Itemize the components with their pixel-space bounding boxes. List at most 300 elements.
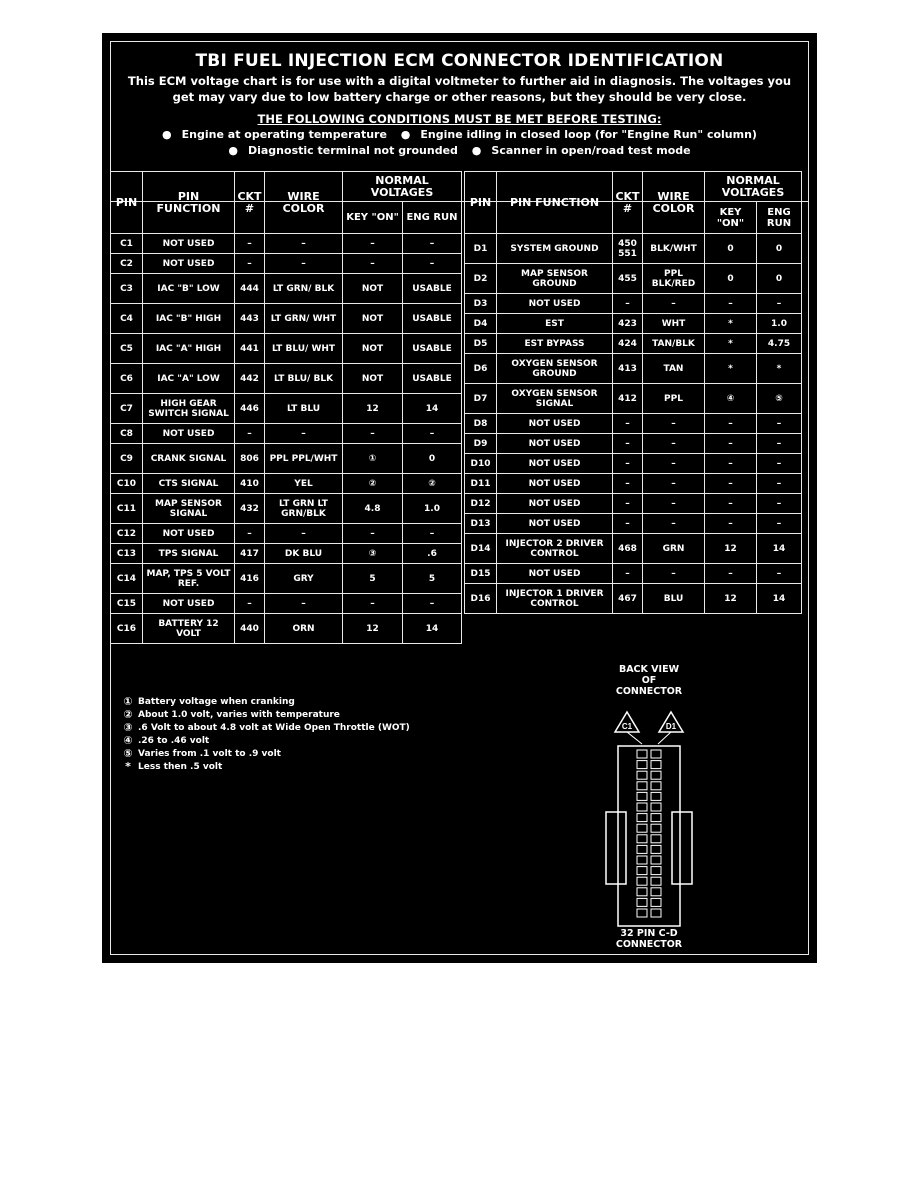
pin-cell: D8 (465, 414, 497, 434)
table-row (465, 354, 802, 384)
pin-cavity (651, 835, 661, 843)
ckt-cell: 440 (235, 614, 265, 644)
ckt-cell: 446 (235, 394, 265, 424)
ckt-cell: 424 (613, 334, 643, 354)
wire-color-cell: GRN (643, 534, 705, 564)
eng-run-cell: – (757, 474, 802, 494)
table-row (465, 564, 802, 584)
footnote-symbol: ⑤ (123, 747, 133, 760)
ckt-cell: – (613, 494, 643, 514)
wire-color-cell: – (265, 524, 343, 544)
table-row (111, 444, 462, 474)
ckt-cell: – (613, 414, 643, 434)
wire-color-cell: PPL BLK/RED (643, 264, 705, 294)
key-on-cell: NOT (343, 364, 403, 394)
pin-cavity (637, 782, 647, 790)
ckt-cell: – (613, 564, 643, 584)
wire-color-cell: ORN (265, 614, 343, 644)
conditions-heading: THE FOLLOWING CONDITIONS MUST BE MET BEFORE TESTING: (257, 112, 662, 126)
col-header-key-on: KEY "ON" (343, 202, 403, 234)
connector-title-line: CONNECTOR (615, 686, 683, 697)
wire-color-cell: – (643, 414, 705, 434)
table-row (111, 254, 462, 274)
col-header-eng-run: ENG RUN (757, 202, 802, 234)
eng-run-cell: USABLE (403, 304, 462, 334)
pin-cell: D11 (465, 474, 497, 494)
pin-cell: D15 (465, 564, 497, 584)
ckt-cell: – (235, 424, 265, 444)
footnote (118, 734, 448, 747)
eng-run-cell: 1.0 (403, 494, 462, 524)
pin-cavity (637, 877, 647, 885)
key-on-cell: – (705, 434, 757, 454)
right-latch (672, 812, 692, 884)
footnote (118, 721, 448, 734)
key-on-cell: ① (343, 444, 403, 474)
function-cell: NOT USED (497, 474, 613, 494)
function-cell: CRANK SIGNAL (143, 444, 235, 474)
wire-color-cell: GRY (265, 564, 343, 594)
ckt-cell: – (613, 294, 643, 314)
wire-color-cell: LT GRN/ BLK (265, 274, 343, 304)
wire-color-cell: PPL (643, 384, 705, 414)
pin-cell: C3 (111, 274, 143, 304)
pin-cell: D13 (465, 514, 497, 534)
wire-color-cell: PPL PPL/WHT (265, 444, 343, 474)
pin-cavity (637, 824, 647, 832)
ckt-cell: 416 (235, 564, 265, 594)
key-on-cell: – (343, 594, 403, 614)
pin-cell: C4 (111, 304, 143, 334)
ckt-cell: – (235, 234, 265, 254)
wire-color-cell: BLU (643, 584, 705, 614)
table-row (465, 294, 802, 314)
bullet-icon: ● (228, 144, 238, 157)
pin-cavity (651, 867, 661, 875)
eng-run-cell: .6 (403, 544, 462, 564)
key-on-cell: * (705, 314, 757, 334)
pin-cell: D5 (465, 334, 497, 354)
chart-title: TBI FUEL INJECTION ECM CONNECTOR IDENTIFICATION (195, 51, 724, 71)
function-cell: OXYGEN SENSOR SIGNAL (497, 384, 613, 414)
col-header-pin: PIN (465, 172, 497, 234)
ckt-cell: 412 (613, 384, 643, 414)
wire-color-cell: – (643, 474, 705, 494)
pin-cell: C2 (111, 254, 143, 274)
wire-color-cell: – (265, 254, 343, 274)
pin-cell: D4 (465, 314, 497, 334)
function-cell: MAP, TPS 5 VOLT REF. (143, 564, 235, 594)
pin-cell: D9 (465, 434, 497, 454)
pin-cell: D3 (465, 294, 497, 314)
footnote (118, 747, 448, 760)
key-on-cell: – (343, 424, 403, 444)
c1-leader-line (627, 732, 642, 744)
function-cell: INJECTOR 2 DRIVER CONTROL (497, 534, 613, 564)
ckt-cell: – (613, 474, 643, 494)
pin-cell: C7 (111, 394, 143, 424)
footnote-text: Less then .5 volt (138, 761, 223, 772)
eng-run-cell: 1.0 (757, 314, 802, 334)
table-row (465, 264, 802, 294)
ckt-cell: – (235, 254, 265, 274)
ckt-cell: 432 (235, 494, 265, 524)
intro-line-1: This ECM voltage chart is for use with a digital voltmeter to further aid in diagnosis. The voltages you (127, 74, 792, 88)
function-cell: BATTERY 12 VOLT (143, 614, 235, 644)
wire-color-cell: LT BLU/ WHT (265, 334, 343, 364)
c1-label: C1 (621, 722, 633, 731)
ckt-cell: 441 (235, 334, 265, 364)
table-row (111, 594, 462, 614)
conditions-line-2 (110, 144, 809, 157)
wire-color-cell: BLK/WHT (643, 234, 705, 264)
table-row (465, 514, 802, 534)
key-on-cell: ③ (343, 544, 403, 564)
pin-cavity (651, 792, 661, 800)
key-on-cell: 12 (705, 534, 757, 564)
table-row (111, 474, 462, 494)
function-cell: HIGH GEAR SWITCH SIGNAL (143, 394, 235, 424)
bullet-icon: ● (471, 144, 482, 157)
col-header-eng-run: ENG RUN (403, 202, 462, 234)
table-row (465, 334, 802, 354)
pin-cell: C9 (111, 444, 143, 474)
footnote-symbol: ③ (123, 721, 133, 734)
table-row (111, 334, 462, 364)
pin-cavity (651, 888, 661, 896)
wire-color-cell: – (643, 434, 705, 454)
eng-run-cell: – (757, 434, 802, 454)
pin-cavity (651, 856, 661, 864)
pin-cavity (651, 898, 661, 906)
key-on-cell: 12 (705, 584, 757, 614)
pin-cell: C10 (111, 474, 143, 494)
footnote-symbol: ④ (123, 734, 133, 747)
col-header-ckt: CKT # (235, 172, 265, 234)
eng-run-cell: 0 (757, 264, 802, 294)
intro-line-2: get may vary due to low battery charge or other reasons, but they should be very close. (172, 90, 747, 104)
bullet-icon: ● (162, 128, 172, 141)
ckt-cell: 467 (613, 584, 643, 614)
ckt-cell: 806 (235, 444, 265, 474)
key-on-cell: 4.8 (343, 494, 403, 524)
ckt-cell: 423 (613, 314, 643, 334)
pin-cavity (637, 761, 647, 769)
eng-run-cell: – (757, 494, 802, 514)
wire-color-cell: – (643, 564, 705, 584)
pin-cavity (651, 909, 661, 917)
col-header-wire-color: WIRE COLOR (265, 172, 343, 234)
pin-cavity (651, 761, 661, 769)
footnote-text: About 1.0 volt, varies with temperature (138, 709, 340, 720)
key-on-cell: – (705, 294, 757, 314)
pin-cavity (637, 909, 647, 917)
pin-cavity (637, 888, 647, 896)
table-row (111, 234, 462, 254)
footnote-symbol: ② (123, 708, 133, 721)
function-cell: IAC "B" HIGH (143, 304, 235, 334)
wire-color-cell: LT GRN/ WHT (265, 304, 343, 334)
wire-color-cell: – (643, 514, 705, 534)
ckt-cell: 455 (613, 264, 643, 294)
eng-run-cell: 14 (403, 394, 462, 424)
eng-run-cell: USABLE (403, 274, 462, 304)
table-row (465, 234, 802, 264)
function-cell: MAP SENSOR SIGNAL (143, 494, 235, 524)
eng-run-cell: – (403, 424, 462, 444)
condition-item: Diagnostic terminal not grounded (247, 144, 458, 157)
ckt-cell: 442 (235, 364, 265, 394)
wire-color-cell: – (265, 594, 343, 614)
function-cell: TPS SIGNAL (143, 544, 235, 564)
wire-color-cell: TAN/BLK (643, 334, 705, 354)
table-row (111, 614, 462, 644)
footnote-text: .6 Volt to about 4.8 volt at Wide Open Throttle (WOT) (138, 722, 410, 733)
key-on-cell: ④ (705, 384, 757, 414)
table-row (465, 534, 802, 564)
eng-run-cell: – (757, 514, 802, 534)
footnote-text: Battery voltage when cranking (138, 696, 295, 707)
function-cell: EST (497, 314, 613, 334)
connector-title (574, 664, 724, 697)
table-row (111, 524, 462, 544)
key-on-cell: 12 (343, 614, 403, 644)
pin-cavity (637, 898, 647, 906)
function-cell: IAC "A" LOW (143, 364, 235, 394)
footnote-symbol: ① (123, 695, 133, 708)
wire-color-cell: – (643, 494, 705, 514)
eng-run-cell: * (757, 354, 802, 384)
table-row (111, 494, 462, 524)
pin-cell: C5 (111, 334, 143, 364)
table-row (111, 424, 462, 444)
table-row (111, 394, 462, 424)
ckt-cell: 413 (613, 354, 643, 384)
pin-cell: D16 (465, 584, 497, 614)
pin-cavity (637, 856, 647, 864)
col-header-key-on: KEY "ON" (705, 202, 757, 234)
ckt-cell: – (613, 434, 643, 454)
table-row (465, 454, 802, 474)
function-cell: NOT USED (143, 594, 235, 614)
condition-item: Engine idling in closed loop (for "Engine Run" column) (420, 128, 757, 141)
function-cell: INJECTOR 1 DRIVER CONTROL (497, 584, 613, 614)
col-header-normal-voltages: NORMAL VOLTAGES (343, 172, 462, 202)
pin-cell: C12 (111, 524, 143, 544)
key-on-cell: – (705, 564, 757, 584)
footnote-text: Varies from .1 volt to .9 volt (138, 748, 281, 759)
ckt-cell: 443 (235, 304, 265, 334)
key-on-cell: 0 (705, 234, 757, 264)
pin-cell: D12 (465, 494, 497, 514)
pin-cavity (651, 771, 661, 779)
table-row (111, 364, 462, 394)
pin-cell: C13 (111, 544, 143, 564)
table-row (465, 314, 802, 334)
footnote-text: .26 to .46 volt (138, 735, 210, 746)
pin-cavity (637, 750, 647, 758)
eng-run-cell: – (403, 254, 462, 274)
pin-cavity (651, 877, 661, 885)
eng-run-cell: 0 (757, 234, 802, 264)
intro-text (120, 73, 799, 105)
connector-caption (574, 928, 724, 950)
key-on-cell: – (705, 414, 757, 434)
condition-item: Engine at operating temperature (181, 128, 387, 141)
table-row (465, 414, 802, 434)
ckt-cell: 450 551 (613, 234, 643, 264)
function-cell: MAP SENSOR GROUND (497, 264, 613, 294)
eng-run-cell: 14 (757, 534, 802, 564)
function-cell: NOT USED (497, 294, 613, 314)
wire-color-cell: LT GRN LT GRN/BLK (265, 494, 343, 524)
key-on-cell: ② (343, 474, 403, 494)
footnote (118, 760, 448, 773)
eng-run-cell: – (757, 294, 802, 314)
d1-leader-line (658, 732, 671, 744)
ckt-cell: 410 (235, 474, 265, 494)
function-cell: NOT USED (143, 254, 235, 274)
col-header-pin-function: PIN FUNCTION (143, 172, 235, 234)
col-header-wire-color: WIRE COLOR (643, 172, 705, 234)
key-on-cell: – (343, 234, 403, 254)
function-cell: NOT USED (497, 494, 613, 514)
wire-color-cell: – (265, 234, 343, 254)
function-cell: NOT USED (497, 514, 613, 534)
key-on-cell: – (705, 514, 757, 534)
connector-caption-line: 32 PIN C-D (620, 928, 678, 939)
ecm-connector-chart (102, 33, 817, 963)
pin-cell: D1 (465, 234, 497, 264)
eng-run-cell: – (757, 564, 802, 584)
function-cell: NOT USED (143, 424, 235, 444)
wire-color-cell: WHT (643, 314, 705, 334)
pin-cavity (637, 803, 647, 811)
col-header-normal-voltages: NORMAL VOLTAGES (705, 172, 802, 202)
pin-cavity (651, 750, 661, 758)
key-on-cell: – (705, 494, 757, 514)
eng-run-cell: ⑤ (757, 384, 802, 414)
ckt-cell: 444 (235, 274, 265, 304)
pin-cell: D7 (465, 384, 497, 414)
pin-cavity (637, 867, 647, 875)
bullet-icon: ● (400, 128, 411, 141)
conditions-line-1 (110, 128, 809, 141)
eng-run-cell: USABLE (403, 334, 462, 364)
eng-run-cell: 4.75 (757, 334, 802, 354)
eng-run-cell: – (403, 234, 462, 254)
col-header-ckt: CKT # (613, 172, 643, 234)
pin-cell: C11 (111, 494, 143, 524)
connector-body (618, 746, 680, 926)
eng-run-cell: USABLE (403, 364, 462, 394)
pin-cell: C14 (111, 564, 143, 594)
function-cell: NOT USED (497, 454, 613, 474)
function-cell: NOT USED (143, 234, 235, 254)
table-row (465, 434, 802, 454)
connector-title-line: BACK VIEW (618, 664, 680, 675)
pin-cavity (637, 814, 647, 822)
eng-run-cell: 14 (757, 584, 802, 614)
key-on-cell: – (343, 254, 403, 274)
c-connector-table (110, 171, 462, 644)
pin-cell: D14 (465, 534, 497, 564)
pin-cell: C15 (111, 594, 143, 614)
pin-cell: D2 (465, 264, 497, 294)
pin-cavity (637, 771, 647, 779)
table-row (111, 544, 462, 564)
d-connector-table (464, 171, 802, 614)
function-cell: IAC "A" HIGH (143, 334, 235, 364)
function-cell: IAC "B" LOW (143, 274, 235, 304)
ckt-cell: 468 (613, 534, 643, 564)
table-row (465, 384, 802, 414)
function-cell: NOT USED (497, 564, 613, 584)
ckt-cell: – (613, 514, 643, 534)
key-on-cell: – (705, 454, 757, 474)
wire-color-cell: – (643, 454, 705, 474)
function-cell: CTS SIGNAL (143, 474, 235, 494)
function-cell: OXYGEN SENSOR GROUND (497, 354, 613, 384)
table-row (465, 584, 802, 614)
d1-label: D1 (665, 722, 677, 731)
eng-run-cell: – (403, 594, 462, 614)
eng-run-cell: – (403, 524, 462, 544)
pin-cavity (651, 814, 661, 822)
wire-color-cell: LT BLU/ BLK (265, 364, 343, 394)
table-row (111, 564, 462, 594)
pin-cavity (637, 845, 647, 853)
key-on-cell: NOT (343, 334, 403, 364)
pin-cavity (637, 835, 647, 843)
eng-run-cell: – (757, 454, 802, 474)
connector-diagram (594, 660, 704, 960)
key-on-cell: 0 (705, 264, 757, 294)
footnote (118, 695, 448, 708)
wire-color-cell: – (265, 424, 343, 444)
function-cell: NOT USED (143, 524, 235, 544)
table-row (465, 494, 802, 514)
key-on-cell: – (343, 524, 403, 544)
condition-item: Scanner in open/road test mode (491, 144, 691, 157)
function-cell: SYSTEM GROUND (497, 234, 613, 264)
table-row (465, 474, 802, 494)
footnote (118, 708, 448, 721)
wire-color-cell: – (643, 294, 705, 314)
connector-drawing (594, 710, 704, 930)
key-on-cell: NOT (343, 274, 403, 304)
footnotes (118, 695, 448, 773)
wire-color-cell: LT BLU (265, 394, 343, 424)
pin-cavity (637, 792, 647, 800)
key-on-cell: 12 (343, 394, 403, 424)
ckt-cell: 417 (235, 544, 265, 564)
ckt-cell: – (613, 454, 643, 474)
left-latch (606, 812, 626, 884)
footnote-symbol: * (125, 760, 131, 773)
function-cell: NOT USED (497, 414, 613, 434)
wire-color-cell: DK BLU (265, 544, 343, 564)
ckt-cell: – (235, 524, 265, 544)
function-cell: NOT USED (497, 434, 613, 454)
pin-cavity (651, 824, 661, 832)
wire-color-cell: TAN (643, 354, 705, 384)
key-on-cell: * (705, 334, 757, 354)
eng-run-cell: 0 (403, 444, 462, 474)
ckt-cell: – (235, 594, 265, 614)
connector-title-line: OF (641, 675, 657, 686)
pin-cavity (651, 845, 661, 853)
